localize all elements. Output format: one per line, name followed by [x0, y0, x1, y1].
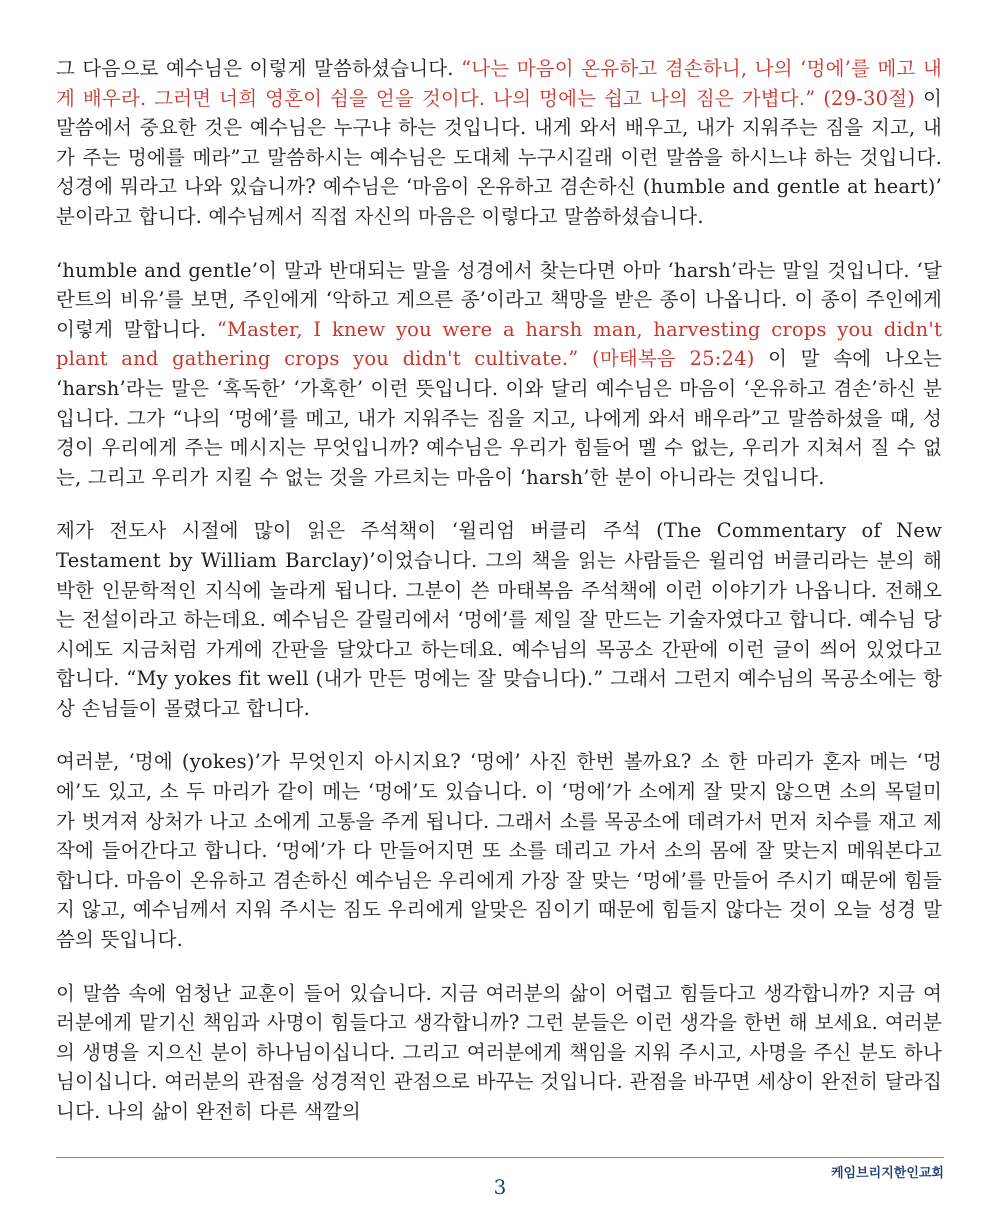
page-number: 3	[493, 1175, 507, 1199]
paragraph-1-text-continued: 이 말씀에서 중요한 것은 예수님은 누구냐 하는 것입니다. 내게 와서 배우고, 내가 지워주는 짐을 지고, 내가 주는 멍에를 메라”고 말씀하시는 예수님은 도대체 누구시길래 이런 말씀을 하시느냐 하는 것입니다. 성경에 뭐라고 나와 있습니까? 예수님은 ‘마음이 온유하고 겸손하신 (humble and gentle at heart)’ 분이라고 합니다. 예수님께서 직접 자신의 마음은 이렇다고 말씀하셨습니다.	[56, 86, 942, 228]
paragraph-4-text: 여러분, ‘멍에 (yokes)’가 무엇인지 아시지요? ‘멍에’ 사진 한번 볼까요? 소 한 마리가 혼자 메는 ‘멍에’도 있고, 소 두 마리가 같이 메는 ‘멍에’도 있습니다. 이 ‘멍에’가 소에게 잘 맞지 않으면 소의 목덜미가 벗겨져 상처가 나고 소에게 고통을 주게 됩니다. 그래서 소를 목공소에 데려가서 먼저 치수를 재고 제작에 들어간다고 합니다. ‘멍에’가 다 만들어지면 또 소를 데리고 가서 소의 몸에 잘 맞는지 메워본다고 합니다. 마음이 온유하고 겸손하신 예수님은 우리에게 가장 잘 맞는 ‘멍에’를 만들어 주시기 때문에 힘들지 않고, 예수님께서 지워 주시는 짐도 우리에게 알맞은 짐이기 때문에 힘들지 않다는 것이 오늘 성경 말씀의 뜻입니다.	[56, 750, 942, 952]
paragraph-1-text: 그 다음으로 예수님은 이렇게 말씀하셨습니다.	[56, 57, 462, 80]
sermon-text	[56, 54, 942, 1151]
scripture-quote-matthew-25: “Master, I knew you were a harsh man, harvesting crops you didn't plant and gathering crops you didn't cultivate.” (마태복음 25:24)	[56, 317, 942, 371]
paragraph-5	[56, 979, 942, 1127]
paragraph-3-text: 제가 전도사 시절에 많이 읽은 주석책이 ‘윌리엄 버클리 주석 (The Commentary of New Testament by William Barclay)’이었습니다. 그의 책을 읽는 사람들은 윌리엄 버클리라는 분의 해박한 인문학적인 지식에 놀라게 됩니다. 그분이 쓴 마태복음 주석책에 이런 이야기가 나옵니다. 전해오는 전설이라고 하는데요. 예수님은 갈릴리에서 ‘멍에’를 제일 잘 만드는 기술자였다고 합니다. 예수님 당시에도 지금처럼 가게에 간판을 달았다고 하는데요. 예수님의 목공소 간판에 이런 글이 씌어 있었다고 합니다. “My yokes fit well (내가 만든 멍에는 잘 맞습니다).” 그래서 그런지 예수님의 목공소에는 항상 손님들이 몰렸다고 합니다.	[56, 519, 942, 720]
scripture-quote-matthew-11: “나는 마음이 온유하고 겸손하니, 나의 ‘멍에’를 메고 내게 배우라. 그러면 너희 영혼이 쉼을 얻을 것이다. 나의 멍에는 쉽고 나의 짐은 가볍다.” (29-30절)	[56, 57, 942, 110]
paragraph-2	[56, 256, 942, 493]
paragraph-3	[56, 516, 942, 723]
paragraph-1	[56, 54, 942, 232]
footer-divider	[56, 1157, 944, 1158]
paragraph-5-text: 이 말씀 속에 엄청난 교훈이 들어 있습니다. 지금 여러분의 삶이 어렵고 힘들다고 생각합니까? 지금 여러분에게 맡기신 책임과 사명이 힘들다고 생각합니까? 그런 분들은 이런 생각을 한번 해 보세요. 여러분의 생명을 지으신 분이 하나님이십니다. 그리고 여러분에게 책임을 지워 주시고, 사명을 주신 분도 하나님이십니다. 여러분의 관점을 성경적인 관점으로 바꾸는 것입니다. 관점을 바꾸면 세상이 완전히 달라집니다. 나의 삶이 완전히 다른 색깔의	[56, 981, 942, 1123]
paragraph-2-text-continued: 이 말 속에 나오는 ‘harsh’라는 말은 ‘혹독한’ ‘가혹한’ 이런 뜻입니다. 이와 달리 예수님은 마음이 ‘온유하고 겸손’하신 분입니다. 그가 “나의 ‘멍에’를 메고, 내가 지워주는 짐을 지고, 나에게 와서 배우라”고 말씀하셨을 때, 성경이 우리에게 주는 메시지는 무엇입니까? 예수님은 우리가 힘들어 멜 수 없는, 우리가 지쳐서 질 수 없는, 그리고 우리가 지킬 수 없는 것을 가르치는 마음이 ‘harsh’한 분이 아니라는 것입니다.	[56, 347, 942, 489]
church-name: 케임브리지한인교회	[830, 1166, 944, 1181]
paragraph-2-text: ‘humble and gentle’이 말과 반대되는 말을 성경에서 찾는다면 아마 ‘harsh’라는 말일 것입니다. ‘달란트의 비유’를 보면, 주인에게 ‘악하고 게으른 종’이라고 책망을 받은 종이 나옵니다. 이 종이 주인에게 이렇게 말합니다.	[56, 258, 942, 341]
paragraph-4	[56, 747, 942, 954]
